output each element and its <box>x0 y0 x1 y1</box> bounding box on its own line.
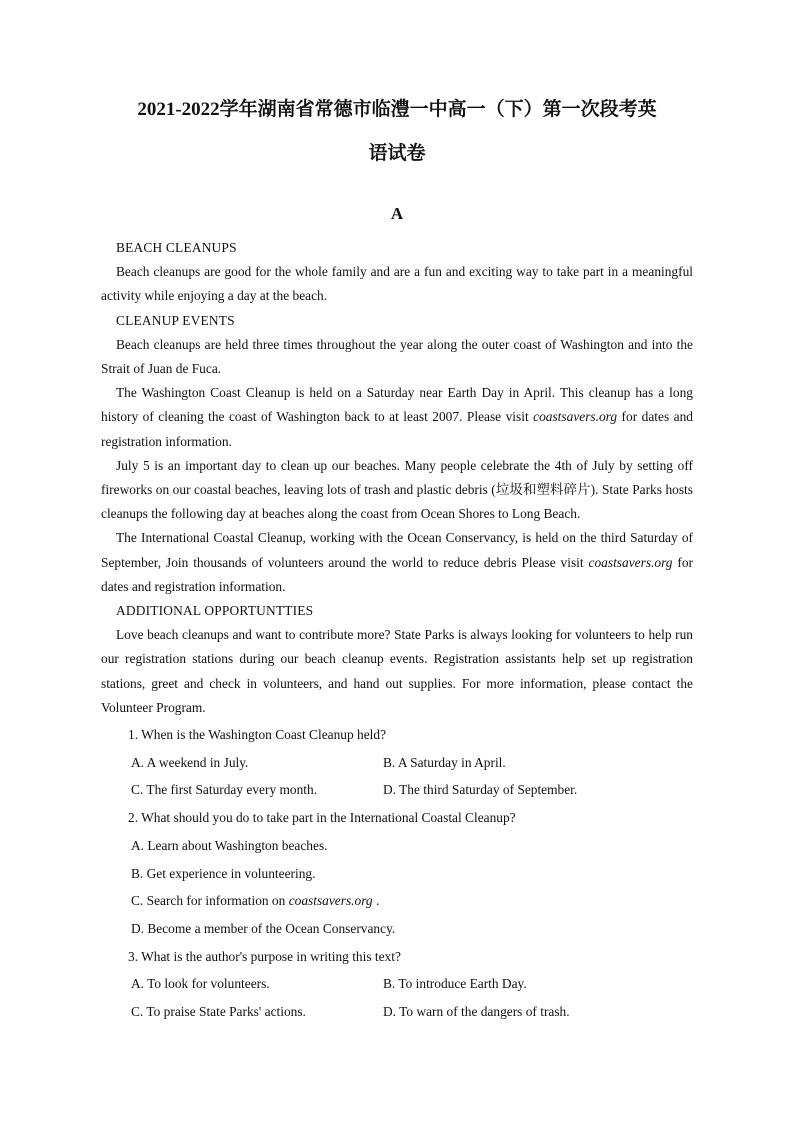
option-d: D. The third Saturday of September. <box>383 782 578 798</box>
option-b: B. Get experience in volunteering. <box>131 865 316 881</box>
question-stem: 1. When is the Washington Coast Cleanup held? <box>128 727 387 742</box>
question-1 <box>101 721 693 804</box>
section-heading: A <box>390 204 404 223</box>
question-3 <box>101 943 693 1026</box>
passage-paragraph-3 <box>101 381 693 454</box>
option-b: B. A Saturday in April. <box>383 754 506 770</box>
passage-paragraph-1: Beach cleanups are good for the whole family and are a fun and exciting way to take part in a meaningful activity while enjoying a day at the beach. <box>101 264 693 304</box>
option-d: D. Become a member of the Ocean Conservancy. <box>131 920 396 936</box>
passage-paragraph-2: Beach cleanups are held three times throughout the year along the outer coast of Washington and into the Strait of Juan de Fuca. <box>101 336 693 377</box>
coastsavers-link: coastsavers.org <box>288 893 373 909</box>
option-row <box>101 749 693 777</box>
option-a: A. Learn about Washington beaches. <box>131 837 328 853</box>
paragraph-5-text-a: The International Coastal Cleanup, working with the Ocean Conservancy, is held on the third Saturday of September, Join thousands of volunteers around the world to reduce debris Please visit <box>101 530 693 570</box>
coastsavers-link: coastsavers.org <box>588 554 673 570</box>
option-c <box>101 887 693 915</box>
paragraph-3-text-b: for dates and registration information. <box>101 409 693 449</box>
option-row <box>101 998 693 1026</box>
option-row <box>101 970 693 998</box>
passage-heading-beach-cleanups: BEACH CLEANUPS <box>116 240 237 255</box>
passage-heading-cleanup-events: CLEANUP EVENTS <box>116 312 235 328</box>
paragraph-3-text-a: The Washington Coast Cleanup is held on a Saturday near Earth Day in April. This cleanup has a long history of cleaning the coast of Washington back to at least 2007. Please visit <box>101 385 693 425</box>
option-c: C. To praise State Parks' actions. <box>131 1004 306 1020</box>
question-list <box>101 721 693 1026</box>
option-d: D. To warn of the dangers of trash. <box>383 1004 570 1020</box>
option-a: A. To look for volunteers. <box>131 976 270 992</box>
option-b: B. To introduce Earth Day. <box>383 976 527 992</box>
option-c-text: C. Search for information on <box>131 893 289 909</box>
passage-paragraph-4: July 5 is an important day to clean up our beaches. Many people celebrate the 4th of July by setting off fireworks on our coastal beaches, leaving lots of trash and plastic debris (垃圾和塑料碎片). State Parks hosts cleanups the following day at beaches along the coast from Ocean Shores to Long Beach. <box>101 457 693 522</box>
option-c: C. The first Saturday every month. <box>131 782 318 798</box>
title-line-2: 语试卷 <box>368 143 426 164</box>
title-line-1: 2021-2022学年湖南省常德市临澧一中高一（下）第一次段考英 <box>137 99 657 120</box>
exam-title <box>90 88 704 176</box>
question-2 <box>101 804 693 943</box>
question-stem: 2. What should you do to take part in the International Coastal Cleanup? <box>128 810 516 826</box>
option-row <box>101 776 693 804</box>
option-c-end: . <box>372 893 380 909</box>
question-stem: 3. What is the author's purpose in writing this text? <box>128 948 401 964</box>
passage-paragraph-5 <box>101 526 693 599</box>
reading-passage <box>101 236 693 720</box>
coastsavers-link: coastsavers.org <box>533 409 618 425</box>
option-a: A. A weekend in July. <box>131 754 249 770</box>
paragraph-5-text-b: for dates and registration information. <box>101 554 694 594</box>
passage-heading-additional-opportunities: ADDITIONAL OPPORTUNTTIES <box>116 603 314 619</box>
passage-paragraph-6: Love beach cleanups and want to contribute more? State Parks is always looking for volunteers to help run our registration stations during our beach cleanup events. Registration assistants help set up registration stations, greet and check in volunteers, and hand out supplies. For more information, please contact the Volunteer Program. <box>101 627 693 715</box>
